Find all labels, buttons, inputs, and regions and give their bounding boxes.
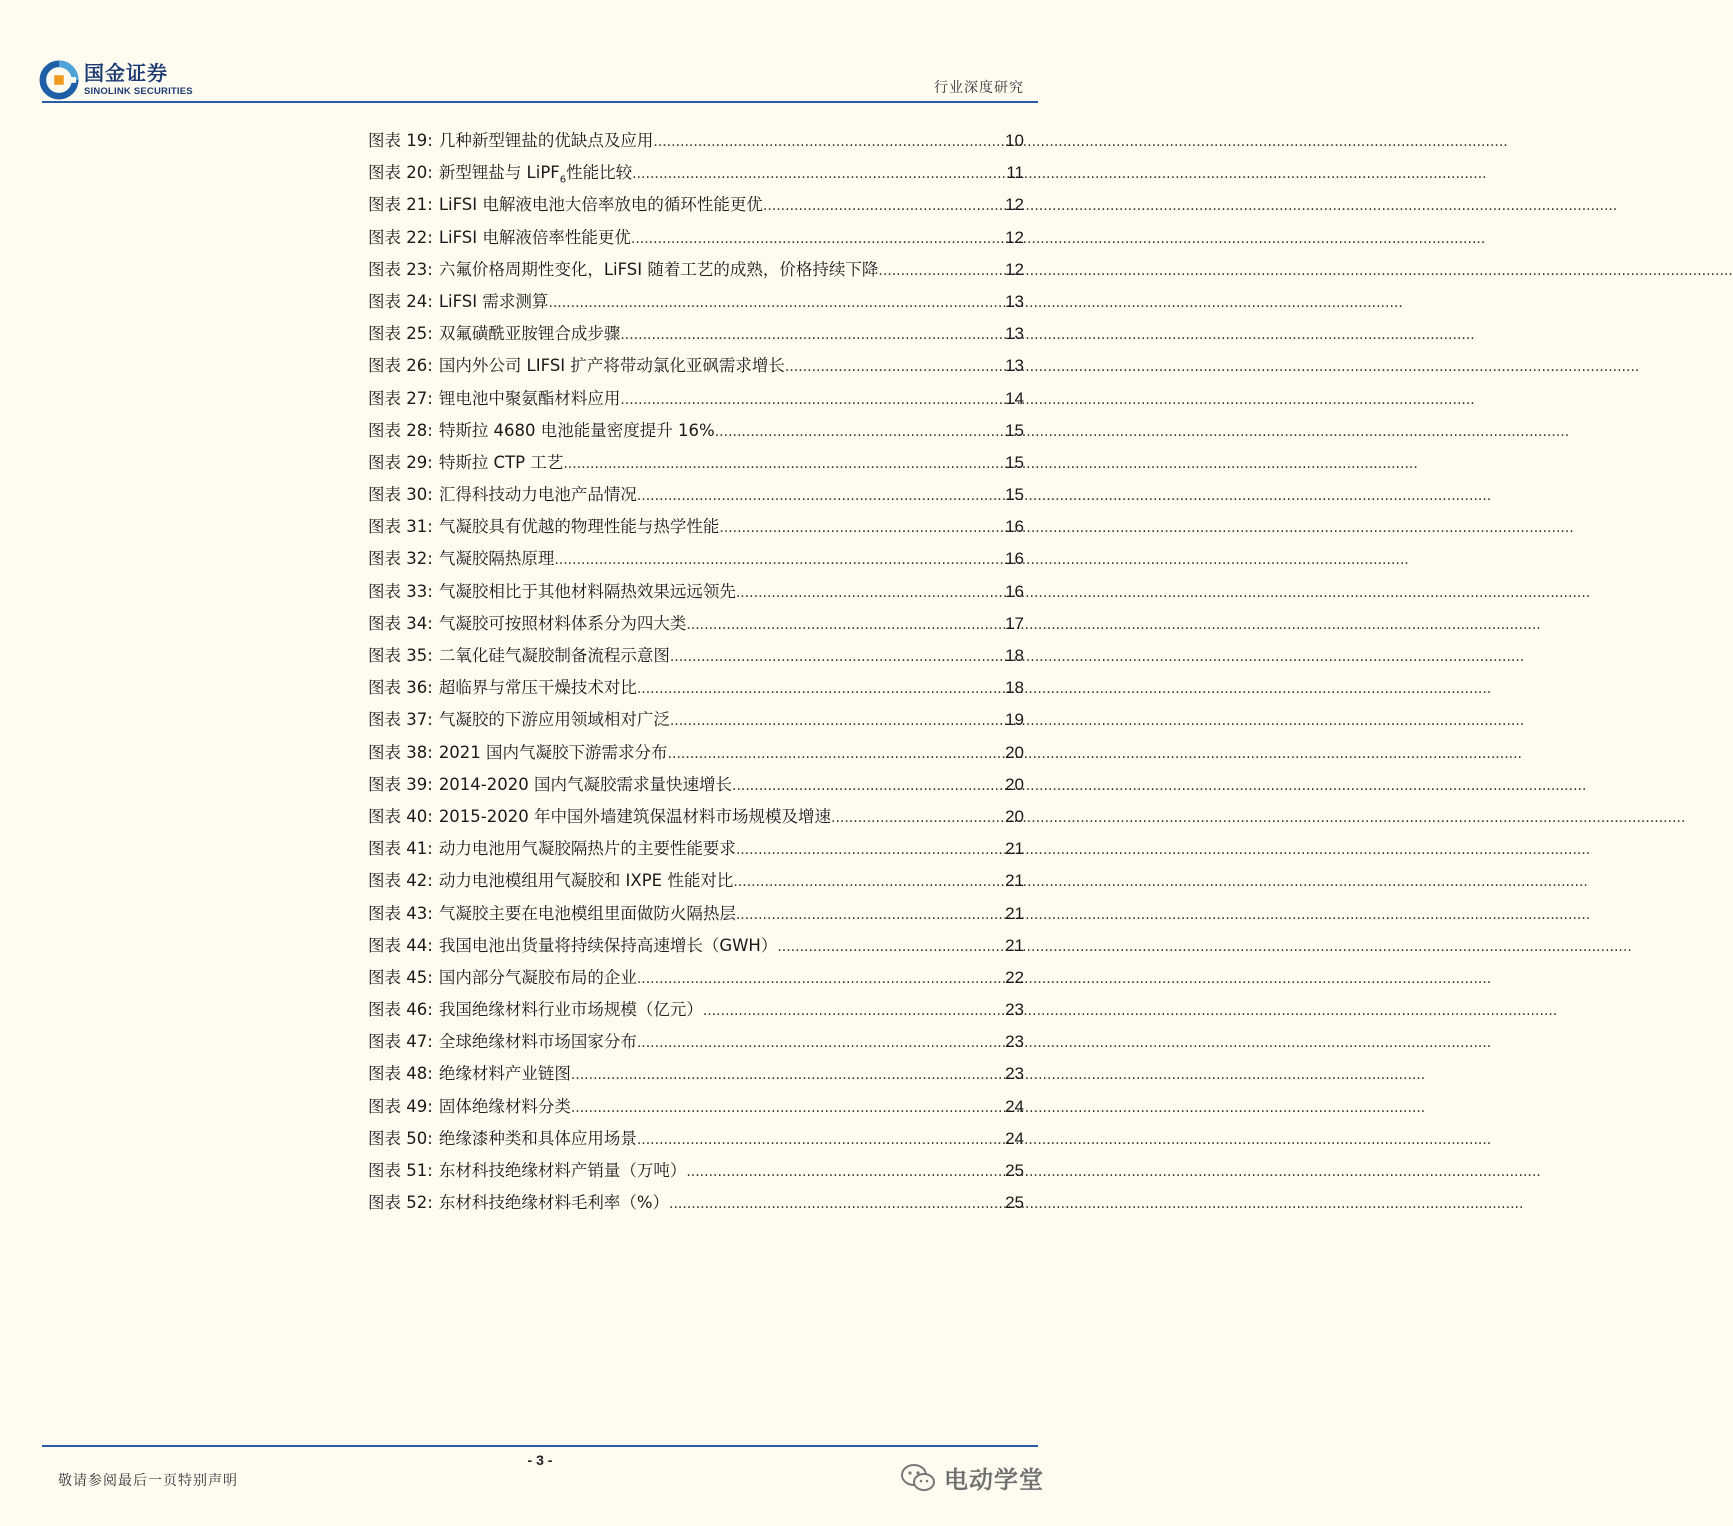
watermark — [900, 1460, 1044, 1495]
toc-entry-page: 15 — [1005, 485, 1024, 505]
toc-entry-label: 图表 49: — [368, 1096, 433, 1116]
toc-entry[interactable] — [368, 288, 1024, 320]
toc-entry-page: 23 — [1005, 1000, 1024, 1020]
toc-entry-page: 25 — [1005, 1161, 1024, 1180]
toc-entry-label: 图表 21: — [368, 195, 433, 215]
toc-entry[interactable] — [368, 578, 1024, 610]
toc-entry[interactable] — [368, 996, 1024, 1028]
toc-entry-page: 23 — [1005, 1064, 1024, 1084]
toc-entry-title: 特斯拉 CTP 工艺 — [438, 452, 564, 472]
toc-entry-title: 2015-2020 年中国外墙建筑保温材料市场规模及增速 — [438, 806, 831, 826]
toc-entry-label: 图表 44: — [368, 935, 433, 955]
toc-entry-page: 16 — [1005, 549, 1024, 569]
toc-leader-dots — [637, 1035, 1005, 1051]
toc-entry-page: 18 — [1005, 678, 1024, 698]
toc-entry-label: 图表 25: — [368, 324, 433, 344]
toc-entry-page: 23 — [1005, 1032, 1024, 1052]
toc-entry[interactable] — [368, 1093, 1024, 1125]
toc-entry[interactable] — [368, 706, 1024, 738]
figure-list — [368, 127, 1024, 1221]
toc-entry-label: 图表 42: — [368, 871, 433, 891]
toc-leader-dots — [703, 1003, 1005, 1019]
toc-leader-dots — [637, 488, 1005, 504]
toc-entry-label: 图表 23: — [368, 259, 433, 279]
toc-entry[interactable] — [368, 385, 1024, 417]
toc-entry[interactable] — [368, 224, 1024, 256]
toc-entry[interactable] — [368, 320, 1024, 352]
toc-entry-page: 11 — [1006, 163, 1024, 183]
toc-entry-label: 图表 31: — [368, 517, 433, 537]
toc-leader-dots — [736, 842, 1005, 858]
toc-entry-page: 16 — [1005, 581, 1024, 601]
toc-leader-dots — [637, 1132, 1005, 1148]
toc-leader-dots — [670, 649, 1005, 665]
toc-entry-label: 图表 22: — [368, 227, 433, 247]
footer-divider — [42, 1445, 1038, 1447]
toc-entry-page: 20 — [1005, 742, 1024, 762]
toc-entry-title: 气凝胶具有优越的物理性能与热学性能 — [438, 517, 720, 537]
toc-entry[interactable] — [368, 191, 1024, 223]
toc-entry[interactable] — [368, 352, 1024, 384]
toc-entry[interactable] — [368, 610, 1024, 642]
toc-leader-dots — [732, 778, 1005, 794]
toc-entry-label: 图表 33: — [368, 581, 433, 601]
toc-entry-page: 21 — [1005, 935, 1024, 955]
toc-entry-page: 24 — [1005, 1128, 1024, 1148]
toc-entry-title: 二氧化硅气凝胶制备流程示意图 — [438, 646, 670, 665]
toc-entry-page: 14 — [1005, 388, 1024, 408]
toc-entry-title: LiFSI 电解液电池大倍率放电的循环性能更优 — [438, 195, 763, 215]
toc-entry-label: 图表 34: — [368, 613, 433, 633]
toc-entry-title: 双氟磺酰亚胺锂合成步骤 — [438, 324, 621, 344]
toc-leader-dots — [632, 166, 1006, 182]
toc-entry-label: 图表 45: — [368, 967, 433, 987]
toc-entry[interactable] — [368, 449, 1024, 481]
toc-entry-title: 2014-2020 国内气凝胶需求量快速增长 — [438, 774, 732, 794]
toc-entry-title: 气凝胶可按照材料体系分为四大类 — [438, 613, 687, 633]
toc-entry[interactable] — [368, 642, 1024, 674]
toc-entry-label: 图表 26: — [368, 356, 433, 376]
toc-entry[interactable] — [368, 1125, 1024, 1157]
sinolink-logo-icon — [40, 61, 78, 99]
logo-chinese-name: 国金证券 — [84, 61, 168, 86]
toc-leader-dots — [554, 552, 1005, 568]
toc-entry-page: 17 — [1005, 613, 1024, 633]
toc-leader-dots — [620, 392, 1005, 408]
header-divider — [42, 101, 1038, 103]
toc-entry-label: 图表 46: — [368, 1000, 433, 1020]
toc-entry-title: 动力电池模组用气凝胶和 IXPE 性能对比 — [438, 871, 734, 891]
toc-leader-dots — [571, 1100, 1005, 1116]
toc-entry-title: 气凝胶相比于其他材料隔热效果远远领先 — [438, 581, 736, 601]
toc-entry-page: 21 — [1005, 903, 1024, 923]
toc-entry-label: 图表 47: — [368, 1032, 433, 1052]
toc-entry[interactable] — [368, 900, 1024, 932]
toc-entry-title: 锂电池中聚氨酯材料应用 — [438, 388, 621, 408]
wechat-icon — [900, 1463, 936, 1493]
toc-entry[interactable] — [368, 545, 1024, 577]
toc-entry[interactable] — [368, 159, 1024, 191]
toc-entry-page: 22 — [1005, 967, 1024, 987]
toc-entry[interactable] — [368, 513, 1024, 545]
toc-entry[interactable] — [368, 1028, 1024, 1060]
disclaimer-text: 敬请参阅最后一页特别声明 — [58, 1473, 238, 1489]
toc-entry[interactable] — [368, 1157, 1024, 1189]
toc-entry[interactable] — [368, 1189, 1024, 1221]
toc-leader-dots — [631, 231, 1005, 247]
toc-entry-page: 19 — [1005, 710, 1024, 730]
toc-leader-dots — [637, 971, 1005, 987]
toc-entry-title: 我国绝缘材料行业市场规模（亿元） — [438, 1000, 703, 1020]
toc-entry[interactable] — [368, 739, 1024, 771]
toc-leader-dots — [777, 939, 1005, 955]
toc-leader-dots — [620, 327, 1005, 343]
toc-entry-label: 图表 37: — [368, 710, 433, 730]
toc-entry-label: 图表 50: — [368, 1128, 433, 1148]
toc-leader-dots — [736, 907, 1005, 923]
toc-entry-title: 全球绝缘材料市场国家分布 — [438, 1032, 637, 1052]
toc-entry-title: 新型锂盐与 LiPF$_6$性能比较 — [438, 163, 633, 186]
toc-entry-page: 10 — [1005, 131, 1024, 150]
toc-entry[interactable] — [368, 867, 1024, 899]
toc-entry[interactable] — [368, 803, 1024, 835]
toc-leader-dots — [548, 295, 1005, 311]
toc-leader-dots — [733, 874, 1005, 890]
toc-entry-label: 图表 35: — [368, 646, 433, 665]
toc-entry-label: 图表 30: — [368, 485, 433, 505]
toc-entry-page: 15 — [1005, 452, 1024, 472]
toc-entry-title: 固体绝缘材料分类 — [438, 1096, 571, 1116]
toc-entry-label: 图表 40: — [368, 806, 433, 826]
toc-entry-page: 25 — [1005, 1193, 1024, 1213]
toc-entry-page: 15 — [1005, 420, 1024, 440]
toc-entry-label: 图表 19: — [368, 131, 433, 150]
toc-entry-label: 图表 28: — [368, 420, 433, 440]
toc-entry-label: 图表 38: — [368, 742, 433, 762]
toc-entry-page: 13 — [1005, 324, 1024, 344]
toc-entry-title: 东材科技绝缘材料产销量（万吨） — [438, 1161, 687, 1180]
toc-leader-dots — [736, 585, 1005, 601]
toc-entry-title: 绝缘漆种类和具体应用场景 — [438, 1128, 637, 1148]
toc-leader-dots — [831, 810, 1005, 826]
toc-entry-label: 图表 39: — [368, 774, 433, 794]
report-type: 行业深度研究 — [934, 80, 1024, 96]
toc-entry-title: 我国电池出货量将持续保持高速增长（GWH） — [438, 935, 778, 955]
company-logo — [40, 60, 193, 100]
toc-entry-label: 图表 27: — [368, 388, 433, 408]
toc-leader-dots — [653, 134, 1005, 150]
toc-entry[interactable] — [368, 481, 1024, 513]
toc-entry-title: 东材科技绝缘材料毛利率（%） — [438, 1193, 669, 1213]
toc-entry[interactable] — [368, 964, 1024, 996]
toc-entry-page: 21 — [1005, 871, 1024, 891]
toc-entry-page: 16 — [1005, 517, 1024, 537]
toc-entry-title: 超临界与常压干燥技术对比 — [438, 678, 637, 698]
toc-leader-dots — [637, 681, 1005, 697]
toc-entry-page: 21 — [1005, 839, 1024, 859]
toc-entry-title: 六氟价格周期性变化，LiFSI 随着工艺的成熟，价格持续下降 — [438, 259, 879, 279]
toc-entry-title: 绝缘材料产业链图 — [438, 1064, 571, 1084]
toc-entry-page: 12 — [1005, 259, 1024, 279]
toc-entry-label: 图表 20: — [368, 163, 433, 183]
toc-entry-title: LiFSI 需求测算 — [438, 291, 549, 311]
toc-leader-dots — [763, 198, 1005, 214]
toc-entry-label: 图表 29: — [368, 452, 433, 472]
toc-entry-title: 特斯拉 4680 电池能量密度提升 16% — [438, 420, 715, 440]
toc-entry-title: LiFSI 电解液倍率性能更优 — [438, 227, 631, 247]
toc-entry-title: 2021 国内气凝胶下游需求分布 — [438, 742, 668, 762]
toc-entry-label: 图表 51: — [368, 1161, 433, 1180]
toc-entry-label: 图表 52: — [368, 1193, 433, 1213]
toc-entry-label: 图表 43: — [368, 903, 433, 923]
toc-entry-page: 20 — [1005, 806, 1024, 826]
toc-entry-title: 汇得科技动力电池产品情况 — [438, 485, 637, 505]
toc-entry-title: 气凝胶的下游应用领域相对广泛 — [438, 710, 670, 730]
toc-leader-dots — [670, 713, 1005, 729]
toc-entry-title: 动力电池用气凝胶隔热片的主要性能要求 — [438, 839, 736, 859]
toc-entry-label: 图表 48: — [368, 1064, 433, 1084]
toc-entry-page: 24 — [1005, 1096, 1024, 1116]
toc-leader-dots — [668, 746, 1006, 762]
toc-entry-title: 国内外公司 LIFSI 扩产将带动氯化亚砜需求增长 — [438, 356, 785, 376]
toc-entry[interactable] — [368, 835, 1024, 867]
toc-entry[interactable] — [368, 127, 1024, 159]
toc-entry[interactable] — [368, 932, 1024, 964]
toc-entry-page: 20 — [1005, 774, 1024, 794]
toc-entry[interactable] — [368, 417, 1024, 449]
watermark-text: 电动学堂 — [944, 1466, 1044, 1494]
toc-entry-page: 13 — [1005, 356, 1024, 376]
toc-leader-dots — [686, 617, 1005, 633]
toc-leader-dots — [719, 520, 1005, 536]
toc-leader-dots — [571, 1067, 1005, 1083]
toc-leader-dots — [878, 263, 1005, 279]
toc-entry[interactable] — [368, 674, 1024, 706]
toc-entry-label: 图表 24: — [368, 291, 433, 311]
toc-entry-label: 图表 36: — [368, 678, 433, 698]
toc-entry[interactable] — [368, 1060, 1024, 1092]
toc-entry-title: 国内部分气凝胶布局的企业 — [438, 967, 637, 987]
toc-leader-dots — [669, 1196, 1005, 1212]
toc-leader-dots — [715, 424, 1005, 440]
toc-entry-title: 气凝胶隔热原理 — [438, 549, 555, 569]
toc-entry-page: 13 — [1005, 291, 1024, 311]
toc-leader-dots — [785, 359, 1005, 375]
toc-entry[interactable] — [368, 256, 1024, 288]
toc-leader-dots — [563, 456, 1005, 472]
page-header — [0, 0, 1080, 110]
toc-entry-title: 几种新型锂盐的优缺点及应用 — [438, 131, 654, 150]
toc-entry[interactable] — [368, 771, 1024, 803]
toc-entry-page: 12 — [1005, 227, 1024, 247]
toc-entry-title: 气凝胶主要在电池模组里面做防火隔热层 — [438, 903, 736, 923]
page-number: - 3 - — [527, 1452, 553, 1468]
toc-entry-page: 18 — [1005, 646, 1024, 665]
logo-english-name: SINOLINK SECURITIES — [84, 86, 193, 98]
toc-leader-dots — [686, 1164, 1005, 1180]
toc-entry-page: 12 — [1005, 195, 1024, 215]
toc-entry-label: 图表 32: — [368, 549, 433, 569]
toc-entry-label: 图表 41: — [368, 839, 433, 859]
